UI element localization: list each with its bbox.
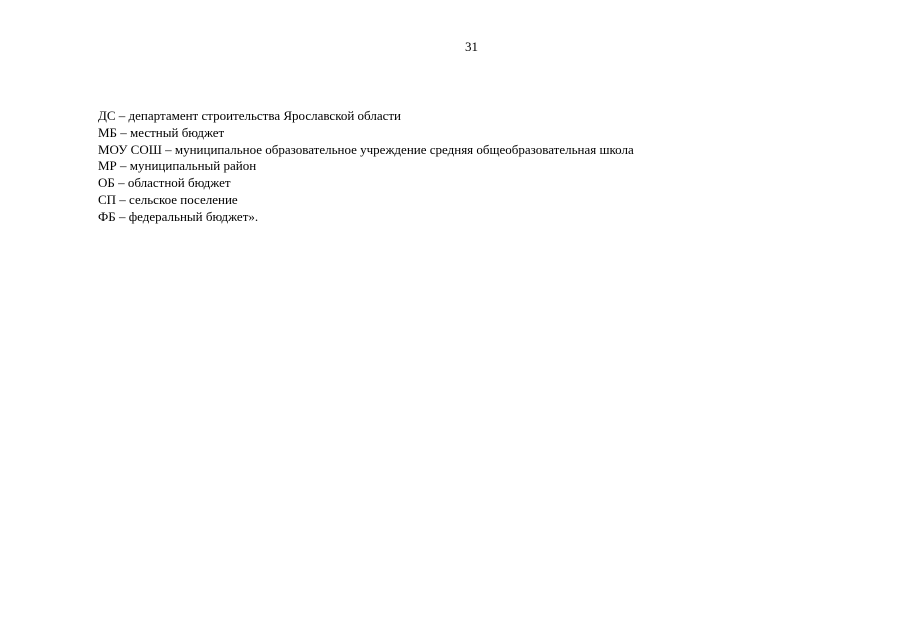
abbreviation-item: СП – сельское поселение bbox=[98, 191, 238, 207]
abbreviation-item: ДС – департамент строительства Ярославской области bbox=[98, 108, 402, 123]
abbreviation-item: МБ – местный бюджет bbox=[98, 124, 225, 140]
abbreviation-item: МОУ СОШ – муниципальное образовательное учреждение средняя общеобразовательная школа bbox=[98, 141, 634, 157]
page-number: 31 bbox=[465, 39, 478, 54]
abbreviation-item: ФБ – федеральный бюджет». bbox=[98, 208, 259, 224]
abbreviation-item: МР – муниципальный район bbox=[98, 158, 257, 174]
abbreviation-list bbox=[98, 108, 634, 226]
abbreviation-item: ОБ – областной бюджет bbox=[98, 175, 231, 191]
